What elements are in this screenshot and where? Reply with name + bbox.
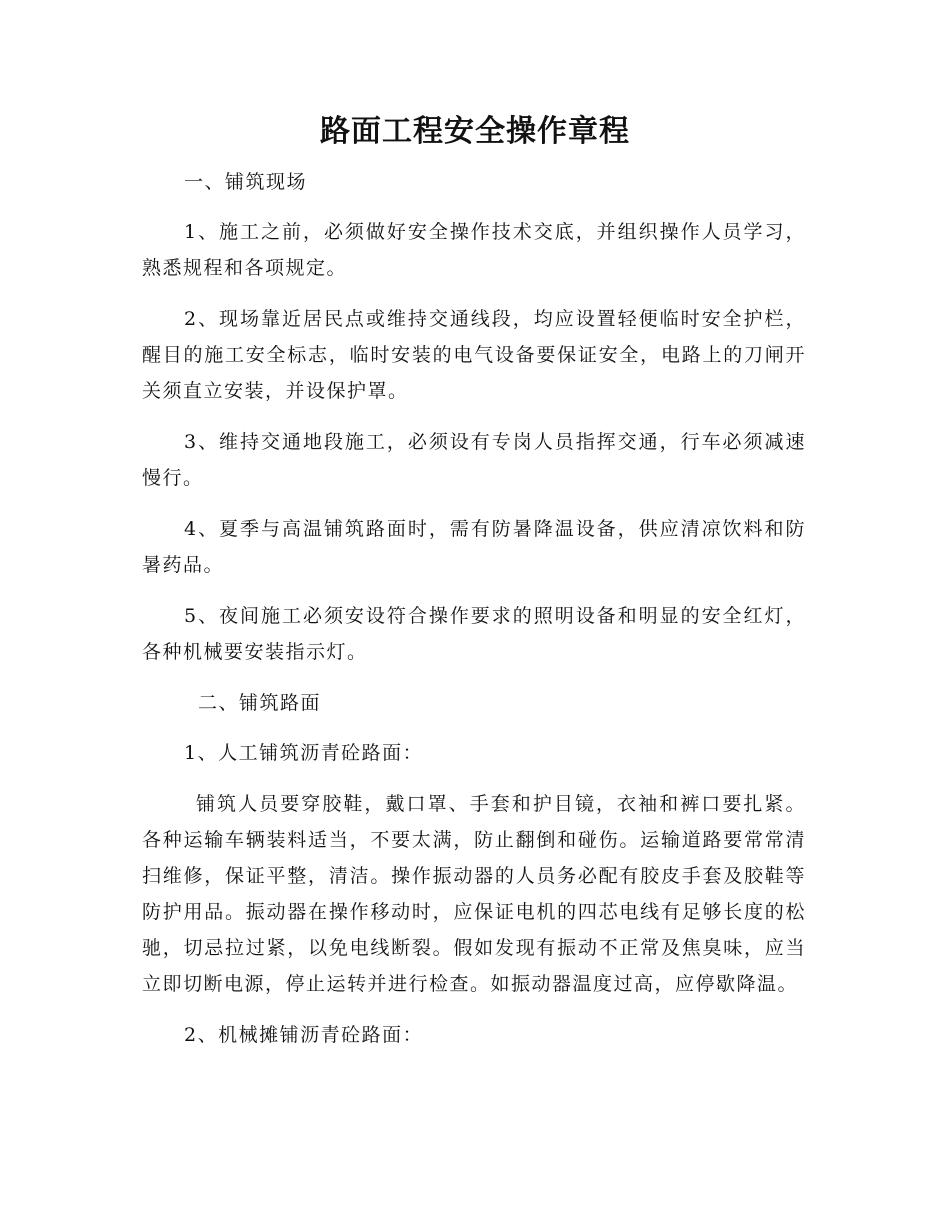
- document-body: [142, 164, 806, 1068]
- paragraph: 1、人工铺筑沥青砼路面：: [184, 742, 424, 764]
- paragraph: 1、施工之前，必须做好安全操作技术交底，并组织操作人员学习，熟悉规程和各项规定。: [142, 221, 806, 279]
- paragraph: 5、夜间施工必须安设符合操作要求的照明设备和明显的安全红灯，各种机械要安装指示灯。: [142, 605, 806, 663]
- section-heading: 二、铺筑路面: [198, 692, 322, 714]
- paragraph: 2、机械摊铺沥青砼路面：: [184, 1024, 424, 1046]
- document-title: 路面工程安全操作章程: [320, 114, 630, 149]
- paragraph: 铺筑人员要穿胶鞋，戴口罩、手套和护目镜，衣袖和裤口要扎紧。各种运输车辆装料适当，不要太满，防止翻倒和碰伤。运输道路要常常清扫维修，保证平整，清洁。操作振动器的人员务必配有胶皮手套及胶鞋等防护用品。振动器在操作移动时，应保证电机的四芯电线有足够长度的松驰，切忌拉过紧，以免电线断裂。假如发现有振动不正常及焦臭味，应当立即切断电源，停止运转并进行检查。如振动器温度过高，应停歇降温。: [142, 793, 806, 995]
- paragraph: 2、现场靠近居民点或维持交通线段，均应设置轻便临时安全护栏，醒目的施工安全标志，临时安装的电气设备要保证安全，电路上的刀闸开关须直立安装，并设保护罩。: [142, 308, 806, 402]
- section-heading: 一、铺筑现场: [184, 171, 308, 193]
- paragraph: 4、夏季与高温铺筑路面时，需有防暑降温设备，供应清凉饮料和防暑药品。: [142, 518, 806, 576]
- paragraph: 3、维持交通地段施工，必须设有专岗人员指挥交通，行车必须减速慢行。: [142, 431, 806, 489]
